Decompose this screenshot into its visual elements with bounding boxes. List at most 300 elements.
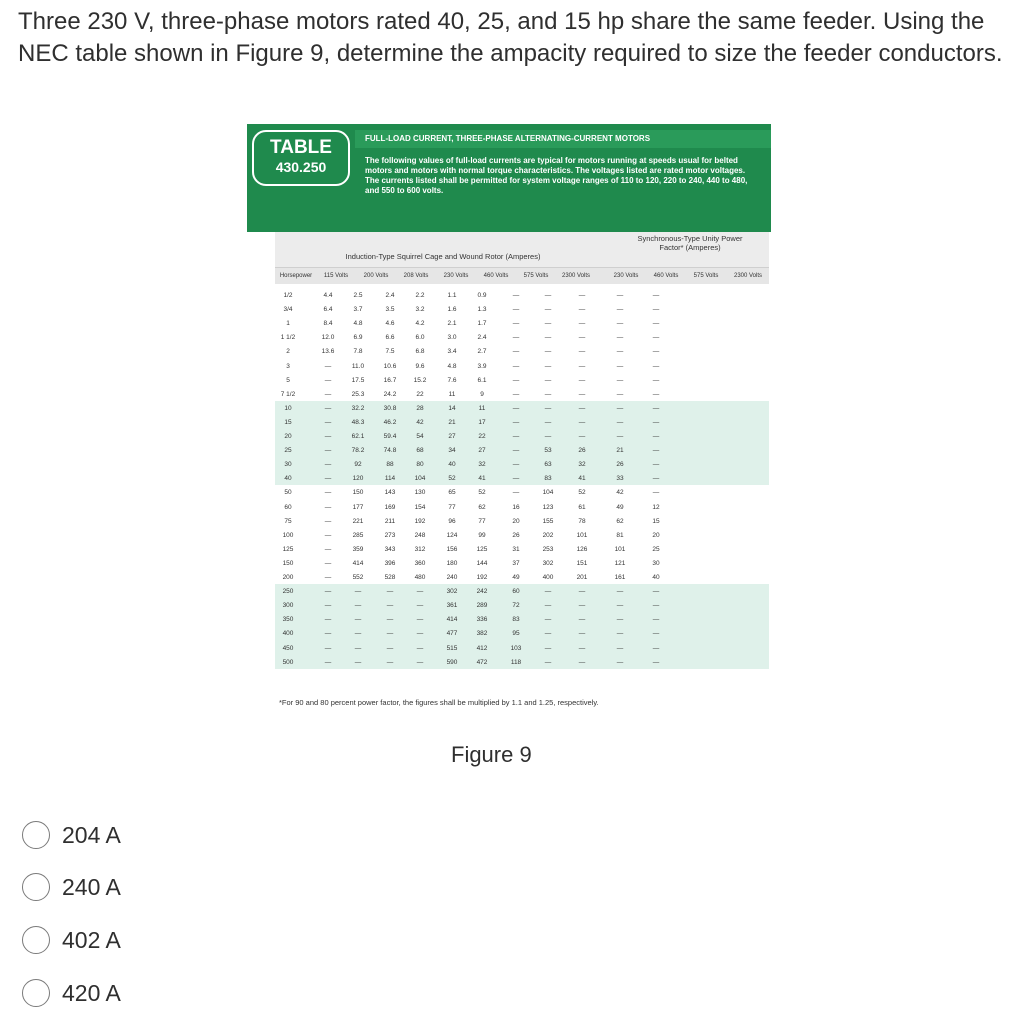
table-cell: — (544, 404, 552, 412)
table-cell: — (324, 418, 332, 426)
table-cell: 528 (384, 574, 396, 581)
table-cell: 80 (416, 461, 424, 469)
table-cell: 118 (510, 658, 522, 666)
table-cell: 40 (284, 475, 292, 483)
group-sync-label: Synchronous-Type Unity Power Factor* (Amperes) (637, 234, 743, 252)
table-cell: — (324, 390, 332, 398)
table-cell: 180 (446, 559, 458, 567)
table-cell: — (578, 418, 586, 426)
table-cell: — (354, 588, 362, 596)
table-cell: 192 (414, 517, 426, 525)
option-label: 204 A (62, 822, 121, 848)
table-cell: 96 (448, 517, 456, 525)
table-cell: 32 (578, 461, 586, 469)
table-cell: — (416, 658, 424, 666)
table-cell: 156 (446, 545, 458, 553)
table-cell: 26 (578, 447, 586, 455)
table-cell: 3 (286, 362, 290, 370)
table-cell: 92 (354, 461, 362, 469)
table-cell: 54 (416, 433, 424, 440)
table-cell: — (652, 404, 660, 412)
option-4[interactable] (22, 978, 222, 1008)
table-cell: 120 (352, 475, 364, 483)
column-header: 2300 Volts (733, 273, 763, 279)
table-cell: 177 (352, 503, 364, 511)
table-cell: 12 (652, 503, 660, 511)
table-cell: 2.4 (385, 292, 395, 299)
table-cell: 4.4 (323, 292, 333, 299)
table-cell: 10 (284, 404, 292, 412)
table-cell: 31 (512, 545, 520, 553)
radio-button[interactable] (22, 821, 50, 849)
table-cell: 248 (414, 531, 426, 539)
table-cell: 10.6 (383, 362, 397, 370)
table-cell: 300 (282, 602, 294, 610)
table-cell: 400 (282, 630, 294, 638)
table-cell: — (616, 306, 624, 314)
table-cell: 24.2 (383, 390, 397, 398)
table-row (247, 331, 771, 345)
table-row (247, 317, 771, 331)
table-cell: — (652, 334, 660, 342)
table-cell: — (652, 306, 660, 314)
table-cell: 62 (478, 503, 486, 511)
table-cell: 143 (384, 489, 396, 497)
table-cell: — (544, 602, 552, 610)
table-cell: 480 (414, 574, 426, 581)
table-cell: — (578, 334, 586, 342)
table-cell: — (616, 376, 624, 384)
table-cell: 34 (448, 447, 456, 455)
option-3[interactable] (22, 925, 222, 955)
table-cell: 2 (286, 348, 290, 356)
table-cell: 169 (384, 503, 396, 511)
table-cell: — (652, 658, 660, 666)
table-cell: 5 (286, 376, 290, 384)
table-cell: 4.2 (415, 320, 425, 328)
table-row (247, 444, 771, 458)
table-cell: 75 (284, 517, 292, 525)
table-cell: 1.6 (447, 306, 457, 314)
table-cell: 4.8 (353, 320, 363, 328)
table-cell: 83 (512, 616, 520, 624)
table-cell: — (512, 320, 520, 328)
option-1[interactable] (22, 820, 222, 850)
table-cell: 88 (386, 461, 394, 469)
table-cell: — (652, 292, 660, 299)
table-cell: 101 (576, 531, 588, 539)
option-label: 420 A (62, 980, 121, 1006)
table-cell: — (578, 630, 586, 638)
table-cell: 49 (616, 503, 624, 511)
table-cell: 2.7 (477, 348, 487, 356)
table-cell: — (616, 433, 624, 440)
table-cell: 1 1/2 (280, 334, 296, 342)
table-cell: — (324, 376, 332, 384)
column-header-row (275, 268, 769, 284)
table-cell: — (354, 644, 362, 652)
table-cell: 477 (446, 630, 458, 638)
table-cell: 144 (476, 559, 488, 567)
table-cell: 253 (542, 545, 554, 553)
table-cell: 9.6 (415, 362, 425, 370)
table-cell: 3.4 (447, 348, 457, 356)
figure-caption: Figure 9 (451, 742, 532, 767)
table-cell: 396 (384, 559, 396, 567)
group-sync (611, 232, 769, 268)
table-row (247, 303, 771, 317)
table-cell: 7.6 (447, 376, 457, 384)
table-cell: 42 (616, 489, 624, 497)
table-cell: — (544, 376, 552, 384)
table-cell: 77 (448, 503, 456, 511)
table-cell: 61 (578, 503, 586, 511)
table-cell: 17.5 (351, 376, 365, 384)
table-cell: 123 (542, 503, 554, 511)
option-label: 402 A (62, 927, 121, 953)
table-cell: 52 (578, 489, 586, 497)
table-cell: — (416, 602, 424, 610)
table-cell: — (652, 616, 660, 624)
table-cell: — (324, 574, 332, 581)
table-row (247, 430, 771, 444)
table-cell: — (512, 404, 520, 412)
table-cell: — (544, 390, 552, 398)
table-cell: — (324, 630, 332, 638)
table-cell: — (354, 630, 362, 638)
table-cell: 2.2 (415, 292, 425, 299)
table-cell: — (416, 630, 424, 638)
table-cell: — (416, 616, 424, 624)
table-cell: 77 (478, 517, 486, 525)
table-cell: 240 (446, 574, 458, 581)
table-cell: 48.3 (351, 418, 365, 426)
table-cell: 60 (512, 588, 520, 596)
table-cell: 336 (476, 616, 488, 624)
table-cell: 11 (448, 390, 456, 398)
table-cell: — (652, 489, 660, 497)
table-cell: — (578, 390, 586, 398)
table-row (247, 388, 771, 402)
table-cell: 4.8 (447, 362, 457, 370)
table-cell: — (616, 348, 624, 356)
table-cell: — (578, 404, 586, 412)
table-cell: 41 (478, 475, 486, 483)
table-cell: 62 (616, 517, 624, 525)
table-cell: 150 (352, 489, 364, 497)
table-cell: 7.5 (385, 348, 395, 356)
table-cell: 3.5 (385, 306, 395, 314)
table-header: FULL-LOAD CURRENT, THREE-PHASE ALTERNATING-CURRENT MOTORS (355, 130, 771, 148)
table-cell: — (652, 602, 660, 610)
table-cell: 12.0 (321, 334, 335, 342)
table-cell: 125 (476, 545, 488, 553)
table-cell: 59.4 (383, 433, 397, 440)
table-cell: 130 (414, 489, 426, 497)
table-cell: 83 (544, 475, 552, 483)
table-cell: — (578, 320, 586, 328)
table-cell: — (324, 602, 332, 610)
column-header: 115 Volts (323, 273, 349, 279)
table-cell: — (512, 461, 520, 469)
table-cell: — (544, 658, 552, 666)
table-cell: — (544, 362, 552, 370)
table-cell: 3.0 (447, 334, 457, 342)
table-row (247, 402, 771, 416)
table-cell: — (616, 588, 624, 596)
table-cell: 52 (448, 475, 456, 483)
table-row (247, 501, 771, 515)
table-cell: — (652, 320, 660, 328)
table-badge (252, 130, 350, 186)
column-header: 460 Volts (653, 273, 679, 279)
radio-button[interactable] (22, 979, 50, 1007)
table-cell: — (324, 433, 332, 440)
table-cell: 50 (284, 489, 292, 497)
table-cell: 53 (544, 447, 552, 455)
table-row (247, 360, 771, 374)
table-cell: — (324, 531, 332, 539)
table-cell: — (512, 390, 520, 398)
table-cell: — (544, 334, 552, 342)
table-cell: — (324, 616, 332, 624)
table-cell: — (578, 292, 586, 299)
option-2[interactable] (22, 872, 222, 902)
table-cell: 46.2 (383, 418, 397, 426)
table-cell: — (512, 447, 520, 455)
table-cell: 81 (616, 531, 624, 539)
table-cell: — (544, 588, 552, 596)
table-cell: — (324, 545, 332, 553)
table-cell: — (578, 658, 586, 666)
table-row (247, 599, 771, 613)
table-row (247, 458, 771, 472)
table-cell: — (324, 503, 332, 511)
table-cell: — (544, 348, 552, 356)
table-cell: 400 (542, 574, 554, 581)
table-cell: 16 (512, 503, 520, 511)
table-cell: — (544, 630, 552, 638)
table-cell: 42 (416, 418, 424, 426)
table-cell: — (652, 588, 660, 596)
table-cell: 124 (446, 531, 458, 539)
table-row (247, 486, 771, 500)
table-cell: 72 (512, 602, 520, 610)
column-header: 208 Volts (403, 273, 429, 279)
table-cell: 11.0 (351, 362, 365, 370)
table-cell: — (616, 390, 624, 398)
table-cell: 74.8 (383, 447, 397, 455)
table-cell: 2.4 (477, 334, 487, 342)
table-cell: 21 (448, 418, 456, 426)
table-row (247, 642, 771, 656)
table-cell: 100 (282, 531, 294, 539)
table-cell: 250 (282, 588, 294, 596)
table-cell: 27 (478, 447, 486, 455)
table-cell: — (354, 616, 362, 624)
table-cell: — (512, 292, 520, 299)
table-cell: 211 (384, 517, 396, 525)
table-cell: 150 (282, 559, 294, 567)
table-description: The following values of full-load currents are typical for motors running at speeds usual for belted motors and motors with normal torque characteristics. The voltages listed are rated motor voltages. The currents listed shall be permitted for system voltage ranges of 110 to 120, 220 to 240, 440 to 480, and 550 to 600 volts. (365, 156, 748, 195)
table-cell: 17 (478, 418, 486, 426)
table-cell: 154 (414, 503, 426, 511)
table-cell: — (652, 461, 660, 469)
column-header: 460 Volts (483, 273, 509, 279)
table-cell: — (386, 602, 394, 610)
table-cell: 6.1 (477, 376, 487, 384)
table-cell: 3.2 (415, 306, 425, 314)
table-cell: 6.4 (323, 306, 333, 314)
table-row (247, 289, 771, 303)
table-cell: 30 (652, 559, 660, 567)
table-cell: 16.7 (383, 376, 397, 384)
table-cell: 32.2 (351, 404, 365, 412)
table-row (247, 416, 771, 430)
table-cell: 590 (446, 658, 458, 666)
table-cell: 95 (512, 630, 520, 638)
table-cell: 52 (478, 489, 486, 497)
table-cell: 103 (510, 644, 522, 652)
table-cell: 450 (282, 644, 294, 652)
table-cell: 21 (616, 447, 624, 455)
table-cell: 28 (416, 404, 424, 412)
table-cell: 1.1 (447, 292, 457, 299)
table-cell: — (512, 334, 520, 342)
table-cell: 26 (512, 531, 520, 539)
table-cell: 1.7 (477, 320, 487, 328)
table-cell: 155 (542, 517, 554, 525)
table-cell: 32 (478, 461, 486, 469)
table-cell: 289 (476, 602, 488, 610)
table-cell: 25 (284, 447, 292, 455)
table-cell: 41 (578, 475, 586, 483)
table-cell: 15.2 (413, 376, 427, 384)
table-cell: — (578, 348, 586, 356)
table-cell: — (386, 644, 394, 652)
table-cell: 101 (614, 545, 626, 553)
table-cell: — (512, 348, 520, 356)
table-cell: 285 (352, 531, 364, 539)
table-cell: — (386, 616, 394, 624)
table-cell: 0.9 (477, 292, 487, 299)
table-cell: 78.2 (351, 447, 365, 455)
table-cell: — (416, 644, 424, 652)
table-cell: 22 (416, 390, 424, 398)
table-cell: 3/4 (283, 306, 293, 314)
table-cell: 22 (478, 433, 486, 440)
table-cell: 221 (352, 517, 364, 525)
table-cell: 242 (476, 588, 488, 596)
table-cell: 68 (416, 447, 424, 455)
table-cell: — (354, 602, 362, 610)
table-cell: 3.7 (353, 306, 363, 314)
table-cell: — (616, 404, 624, 412)
radio-button[interactable] (22, 926, 50, 954)
table-cell: — (324, 588, 332, 596)
table-cell: — (324, 517, 332, 525)
table-cell: — (578, 644, 586, 652)
table-cell: — (616, 292, 624, 299)
table-cell: — (578, 376, 586, 384)
table-cell: — (512, 489, 520, 497)
column-header: 230 Volts (443, 273, 469, 279)
table-cell: — (578, 433, 586, 440)
table-cell: 6.0 (415, 334, 425, 342)
table-cell: 4.6 (385, 320, 395, 328)
table-cell: — (544, 320, 552, 328)
table-cell: 78 (578, 517, 586, 525)
table-cell: 552 (352, 574, 364, 581)
table-cell: 121 (614, 559, 626, 567)
table-cell: — (544, 418, 552, 426)
table-row (247, 613, 771, 627)
table-cell: 63 (544, 461, 552, 469)
table-cell: 15 (284, 418, 292, 426)
table-cell: — (616, 418, 624, 426)
table-cell: 62.1 (351, 433, 365, 440)
table-cell: 25 (652, 545, 660, 553)
table-row (247, 656, 771, 670)
table-row (247, 472, 771, 486)
table-cell: 6.8 (415, 348, 425, 356)
radio-button[interactable] (22, 873, 50, 901)
table-cell: 359 (352, 545, 364, 553)
table-cell: 14 (448, 404, 456, 412)
table-cell: 20 (512, 517, 520, 525)
table-cell: 472 (476, 658, 488, 666)
table-cell: — (652, 362, 660, 370)
table-cell: — (578, 602, 586, 610)
table-cell: — (652, 418, 660, 426)
table-cell: 11 (478, 404, 486, 412)
table-cell: 9 (480, 390, 484, 398)
table-cell: — (512, 362, 520, 370)
table-row (247, 543, 771, 557)
table-row (247, 529, 771, 543)
table-cell: — (386, 658, 394, 666)
table-cell: 65 (448, 489, 456, 497)
table-cell: — (652, 376, 660, 384)
table-cell: — (616, 644, 624, 652)
table-cell: — (578, 306, 586, 314)
table-cell: 126 (576, 545, 588, 553)
table-cell: — (512, 433, 520, 440)
table-cell: 7 1/2 (280, 390, 296, 398)
table-cell: — (324, 644, 332, 652)
table-cell: — (652, 644, 660, 652)
table-row (247, 627, 771, 641)
table-cell: 1.3 (477, 306, 487, 314)
table-cell: 104 (414, 475, 426, 483)
table-cell: 13.6 (321, 348, 335, 356)
table-cell: 202 (542, 531, 554, 539)
table-cell: — (324, 658, 332, 666)
table-cell: — (386, 630, 394, 638)
group-induction (275, 232, 611, 268)
table-cell: 25.3 (351, 390, 365, 398)
question-text: Three 230 V, three-phase motors rated 40, 25, and 15 hp share the same feeder. Using the NEC table shown in Figure 9, determine the ampacity required to size the feeder conductors. (18, 8, 1003, 67)
table-cell: 201 (576, 574, 588, 581)
table-cell: — (616, 334, 624, 342)
table-cell: — (544, 306, 552, 314)
table-cell: 49 (512, 574, 520, 581)
table-cell: 20 (652, 531, 660, 539)
table-cell: — (544, 644, 552, 652)
table-cell: 151 (576, 559, 588, 567)
table-cell: 361 (446, 602, 458, 610)
table-cell: — (512, 475, 520, 483)
